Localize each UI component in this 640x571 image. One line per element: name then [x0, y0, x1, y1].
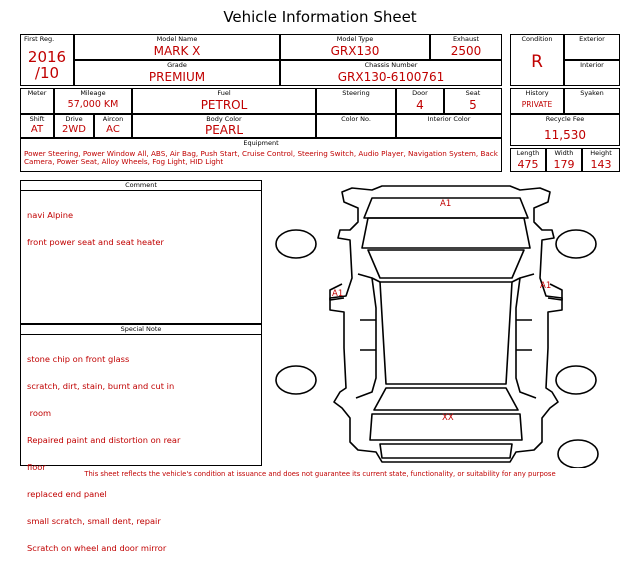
meter-cell — [20, 88, 54, 114]
height-cell — [582, 148, 620, 172]
first-reg-cell — [20, 34, 74, 86]
special-note-line: replaced end panel — [27, 489, 107, 499]
windshield — [368, 250, 524, 278]
first-reg-label: First Reg. — [24, 35, 55, 43]
history-cell — [510, 88, 564, 114]
seat-value: 5 — [469, 98, 477, 112]
special-note-lines — [27, 337, 180, 571]
mileage-cell — [54, 88, 132, 114]
damage-mark-left: A1 — [332, 289, 344, 299]
exhaust-label: Exhaust — [452, 35, 480, 43]
door-value: 4 — [416, 98, 424, 112]
special-note-line: Repaired paint and distortion on rear — [27, 435, 181, 445]
length-label: Length — [516, 149, 540, 157]
damage-mark-right: A1 — [540, 281, 552, 291]
width-cell — [546, 148, 582, 172]
recycle-fee-cell — [510, 114, 620, 146]
rear-left-wheel — [276, 366, 316, 394]
seat-cell — [444, 88, 502, 114]
mileage-value: 57,000 KM — [67, 99, 119, 110]
chassis-value: GRX130-6100761 — [337, 70, 445, 84]
first-reg-month: /10 — [34, 64, 60, 82]
exhaust-value: 2500 — [450, 44, 482, 58]
history-value: PRIVATE — [521, 100, 553, 109]
special-note-line: room — [27, 408, 52, 418]
height-value: 143 — [590, 158, 612, 171]
aircon-label: Aircon — [102, 115, 124, 123]
length-value: 475 — [517, 158, 539, 171]
special-note-label: Special Note — [21, 325, 261, 335]
grade-value: PREMIUM — [148, 70, 206, 84]
equipment-cell — [20, 138, 502, 172]
steering-cell — [316, 88, 396, 114]
special-note-line: floor — [27, 462, 46, 472]
front-left-wheel — [276, 230, 316, 258]
seat-label: Seat — [465, 89, 481, 97]
aircon-cell — [94, 114, 132, 138]
syaken-label: Syaken — [580, 89, 604, 97]
mileage-label: Mileage — [80, 89, 106, 97]
door-label: Door — [412, 89, 428, 97]
body-color-cell — [132, 114, 316, 138]
drive-cell — [54, 114, 94, 138]
height-label: Height — [590, 149, 612, 157]
spare-wheel — [558, 440, 598, 468]
special-note-line: small scratch, small dent, repair — [27, 516, 161, 526]
model-name-value: MARK X — [153, 44, 201, 58]
first-reg-year: 2016 — [27, 48, 67, 66]
special-note-line: Scratch on wheel and door mirror — [27, 543, 167, 553]
shift-label: Shift — [29, 115, 45, 123]
condition-cell — [510, 34, 564, 86]
condition-value: R — [531, 52, 543, 72]
footer-disclaimer: This sheet reflects the vehicle's condition at issuance and does not guarantee its current state, functionality, or suitability for any purpose — [84, 470, 556, 478]
body-color-value: PEARL — [204, 123, 244, 137]
color-no-cell — [316, 114, 396, 138]
fuel-label: Fuel — [217, 89, 231, 97]
condition-label: Condition — [521, 35, 553, 43]
exterior-label: Exterior — [579, 35, 605, 43]
exterior-cell — [564, 34, 620, 60]
comment-line: front power seat and seat heater — [27, 237, 164, 247]
comment-section — [20, 180, 262, 324]
exhaust-cell — [430, 34, 502, 60]
damage-mark-top: A1 — [440, 199, 452, 209]
shift-cell — [20, 114, 54, 138]
drive-label: Drive — [65, 115, 83, 123]
model-type-label: Model Type — [336, 35, 374, 43]
chassis-cell — [280, 60, 502, 86]
interior-color-label: Interior Color — [427, 115, 471, 123]
length-cell — [510, 148, 546, 172]
interior-color-cell — [396, 114, 502, 138]
width-value: 179 — [553, 158, 575, 171]
aircon-value: AC — [106, 124, 120, 135]
fuel-cell — [132, 88, 316, 114]
model-type-value: GRX130 — [330, 44, 380, 58]
recycle-fee-label: Recycle Fee — [545, 115, 585, 123]
door-cell — [396, 88, 444, 114]
rear-window — [374, 388, 518, 410]
comment-label: Comment — [21, 181, 261, 191]
interior-cell — [564, 60, 620, 86]
chassis-label: Chassis Number — [364, 61, 418, 69]
comment-lines — [27, 193, 164, 265]
equipment-label: Equipment — [243, 139, 279, 147]
interior-label: Interior — [580, 61, 604, 69]
rear-right-wheel — [556, 366, 596, 394]
recycle-fee-value: 11,530 — [544, 128, 586, 142]
comment-line: navi Alpine — [27, 210, 74, 220]
shift-value: AT — [30, 124, 44, 135]
fuel-value: PETROL — [200, 98, 248, 112]
front-right-wheel — [556, 230, 596, 258]
car-damage-diagram — [272, 178, 620, 468]
steering-label: Steering — [342, 89, 370, 97]
sheet-title: Vehicle Information Sheet — [223, 8, 417, 26]
syaken-cell — [564, 88, 620, 114]
roof-panel — [380, 282, 512, 384]
special-note-section — [20, 324, 262, 553]
grade-label: Grade — [167, 61, 187, 69]
history-label: History — [525, 89, 549, 97]
drive-value: 2WD — [62, 124, 86, 135]
equipment-text: Power Steering, Power Window All, ABS, Air Bag, Push Start, Cruise Control, Steering Switch, Audio Player, Navigation System, Back Camera, Power Seat, Alloy Wheels, Fog Light, HID Light — [24, 149, 498, 167]
damage-mark-rear: XX — [442, 413, 454, 423]
model-name-cell — [74, 34, 280, 60]
color-no-label: Color No. — [341, 115, 371, 123]
width-label: Width — [554, 149, 574, 157]
body-color-label: Body Color — [206, 115, 242, 123]
meter-label: Meter — [27, 89, 47, 97]
special-note-line: stone chip on front glass — [27, 354, 130, 364]
model-name-label: Model Name — [156, 35, 198, 43]
model-type-cell — [280, 34, 430, 60]
special-note-line: scratch, dirt, stain, burnt and cut in — [27, 381, 175, 391]
grade-cell — [74, 60, 280, 86]
